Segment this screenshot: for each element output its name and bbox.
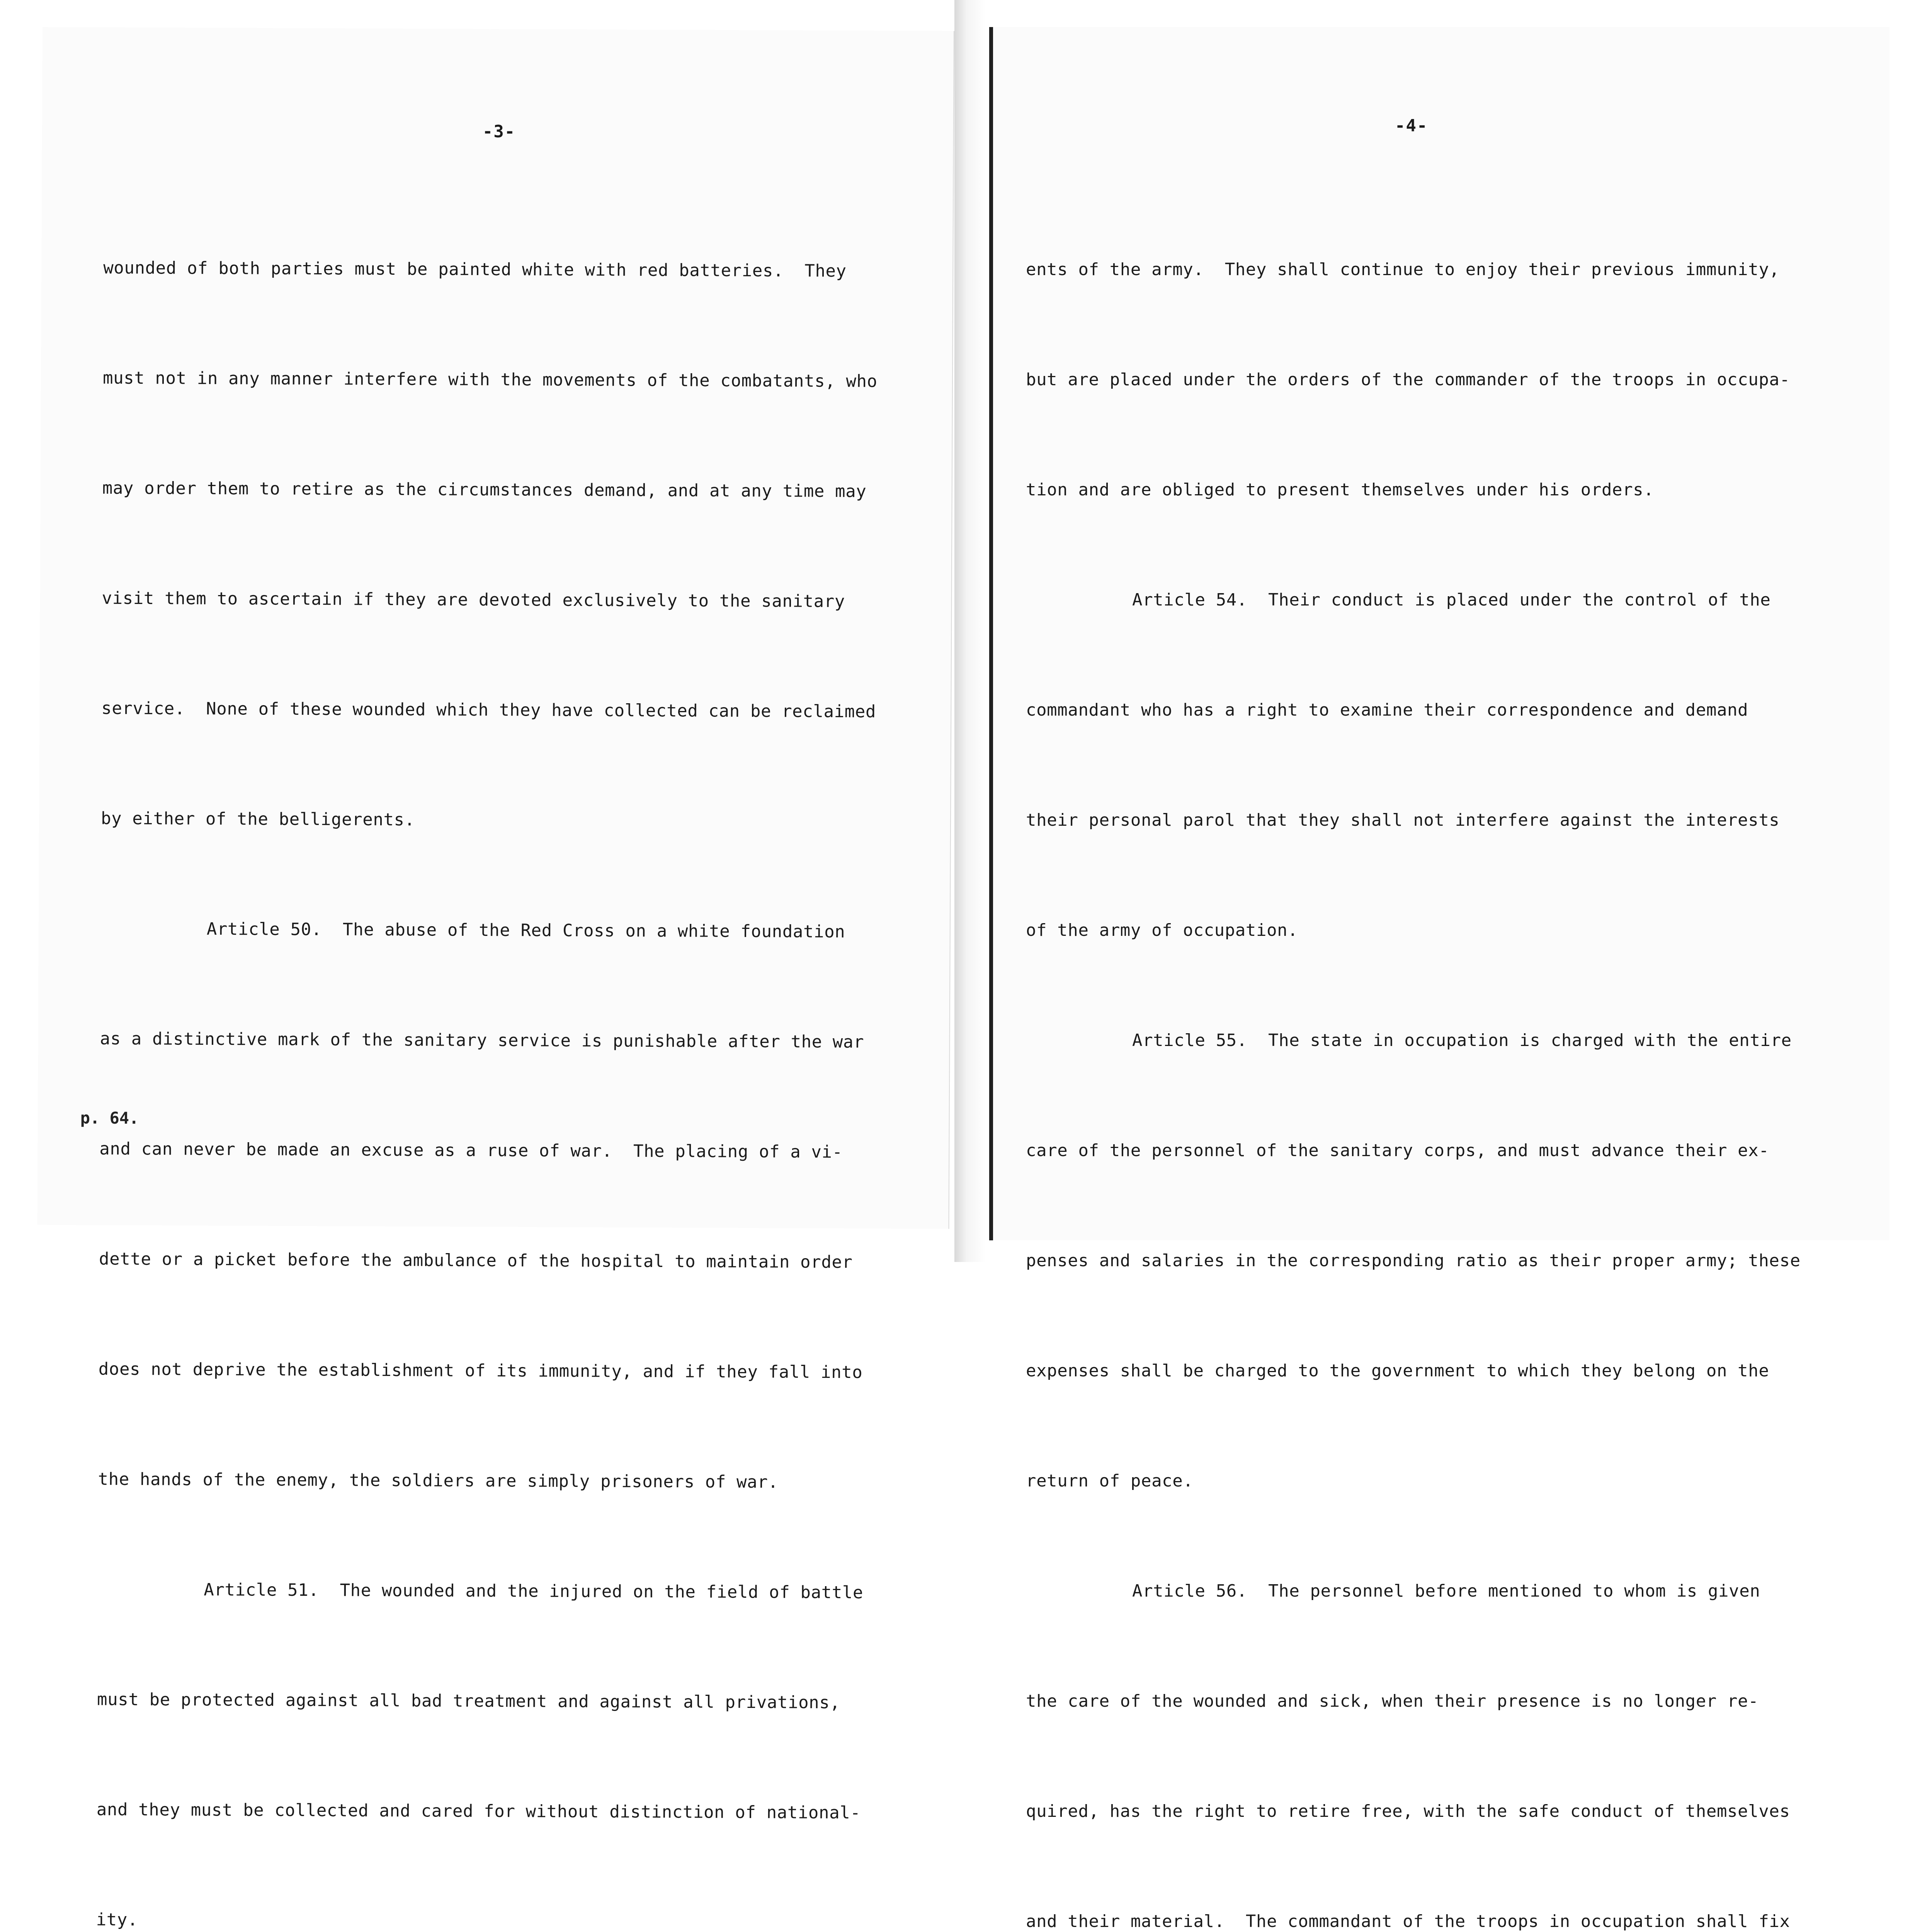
- book-gutter: [954, 0, 985, 1262]
- article-heading-line: Article 56. The personnel before mentioned to whom is given: [1132, 1581, 1760, 1601]
- text-line: commandant who has a right to examine their correspondence and demand: [1026, 700, 1748, 720]
- article-heading-line: Article 54. Their conduct is placed under the control of the: [1132, 590, 1771, 610]
- text-line: return of peace.: [1026, 1471, 1194, 1491]
- text-line: dette or a picket before the ambulance of the hospital to maintain order: [99, 1249, 853, 1272]
- text-line: the care of the wounded and sick, when their presence is no longer re-: [1026, 1691, 1759, 1711]
- text-line: penses and salaries in the corresponding ratio as their proper army; these: [1026, 1251, 1801, 1270]
- page-body: [90, 176, 878, 1932]
- article-heading-line: Article 51. The wounded and the injured on the field of battle: [204, 1580, 864, 1603]
- page-number: -4-: [1395, 116, 1428, 136]
- text-line: their personal parol that they shall not interfere against the interests: [1026, 810, 1780, 830]
- text-line: but are placed under the orders of the commander of the troops in occupa-: [1026, 370, 1790, 389]
- article-heading-line: Article 55. The state in occupation is charged with the entire: [1132, 1031, 1792, 1050]
- margin-page-reference: p. 64.: [80, 1108, 139, 1128]
- text-line: the hands of the enemy, the soldiers are simply prisoners of war.: [98, 1469, 779, 1492]
- left-page: [37, 27, 954, 1930]
- right-page: [989, 27, 1889, 1931]
- text-line: as a distinctive mark of the sanitary service is punishable after the war: [100, 1029, 864, 1052]
- text-line: care of the personnel of the sanitary corps, and must advance their ex-: [1026, 1141, 1769, 1160]
- text-line: does not deprive the establishment of its immunity, and if they fall into: [98, 1359, 863, 1383]
- text-line: of the army of occupation.: [1026, 920, 1298, 940]
- text-line: must be protected against all bad treatment and against all privations,: [97, 1689, 840, 1713]
- text-line: must not in any manner interfere with the movements of the combatants, who: [102, 368, 878, 391]
- text-line: and they must be collected and cared for without distinction of national-: [96, 1799, 861, 1823]
- text-line: tion and are obliged to present themselves under his orders.: [1026, 480, 1654, 500]
- text-line: and can never be made an excuse as a ruse of war. The placing of a vi-: [99, 1139, 843, 1162]
- text-line: expenses shall be charged to the government to which they belong on the: [1026, 1361, 1769, 1381]
- text-line: service. None of these wounded which they have collected can be reclaimed: [101, 698, 876, 722]
- page-number: -3-: [482, 121, 516, 142]
- text-line: visit them to ascertain if they are devoted exclusively to the sanitary: [102, 588, 845, 612]
- text-line: quired, has the right to retire free, with the safe conduct of themselves: [1026, 1801, 1790, 1821]
- text-line: may order them to retire as the circumstances demand, and at any time may: [102, 478, 867, 502]
- page-body: [1026, 178, 1801, 1932]
- text-line: ity.: [96, 1910, 138, 1930]
- text-line: ents of the army. They shall continue to enjoy their previous immunity,: [1026, 260, 1780, 279]
- article-heading-line: Article 50. The abuse of the Red Cross on a white foundation: [206, 919, 845, 942]
- text-line: and their material. The commandant of the troops in occupation shall fix: [1026, 1912, 1790, 1931]
- text-line: wounded of both parties must be painted white with red batteries. They: [103, 258, 847, 281]
- text-line: by either of the belligerents.: [100, 808, 415, 830]
